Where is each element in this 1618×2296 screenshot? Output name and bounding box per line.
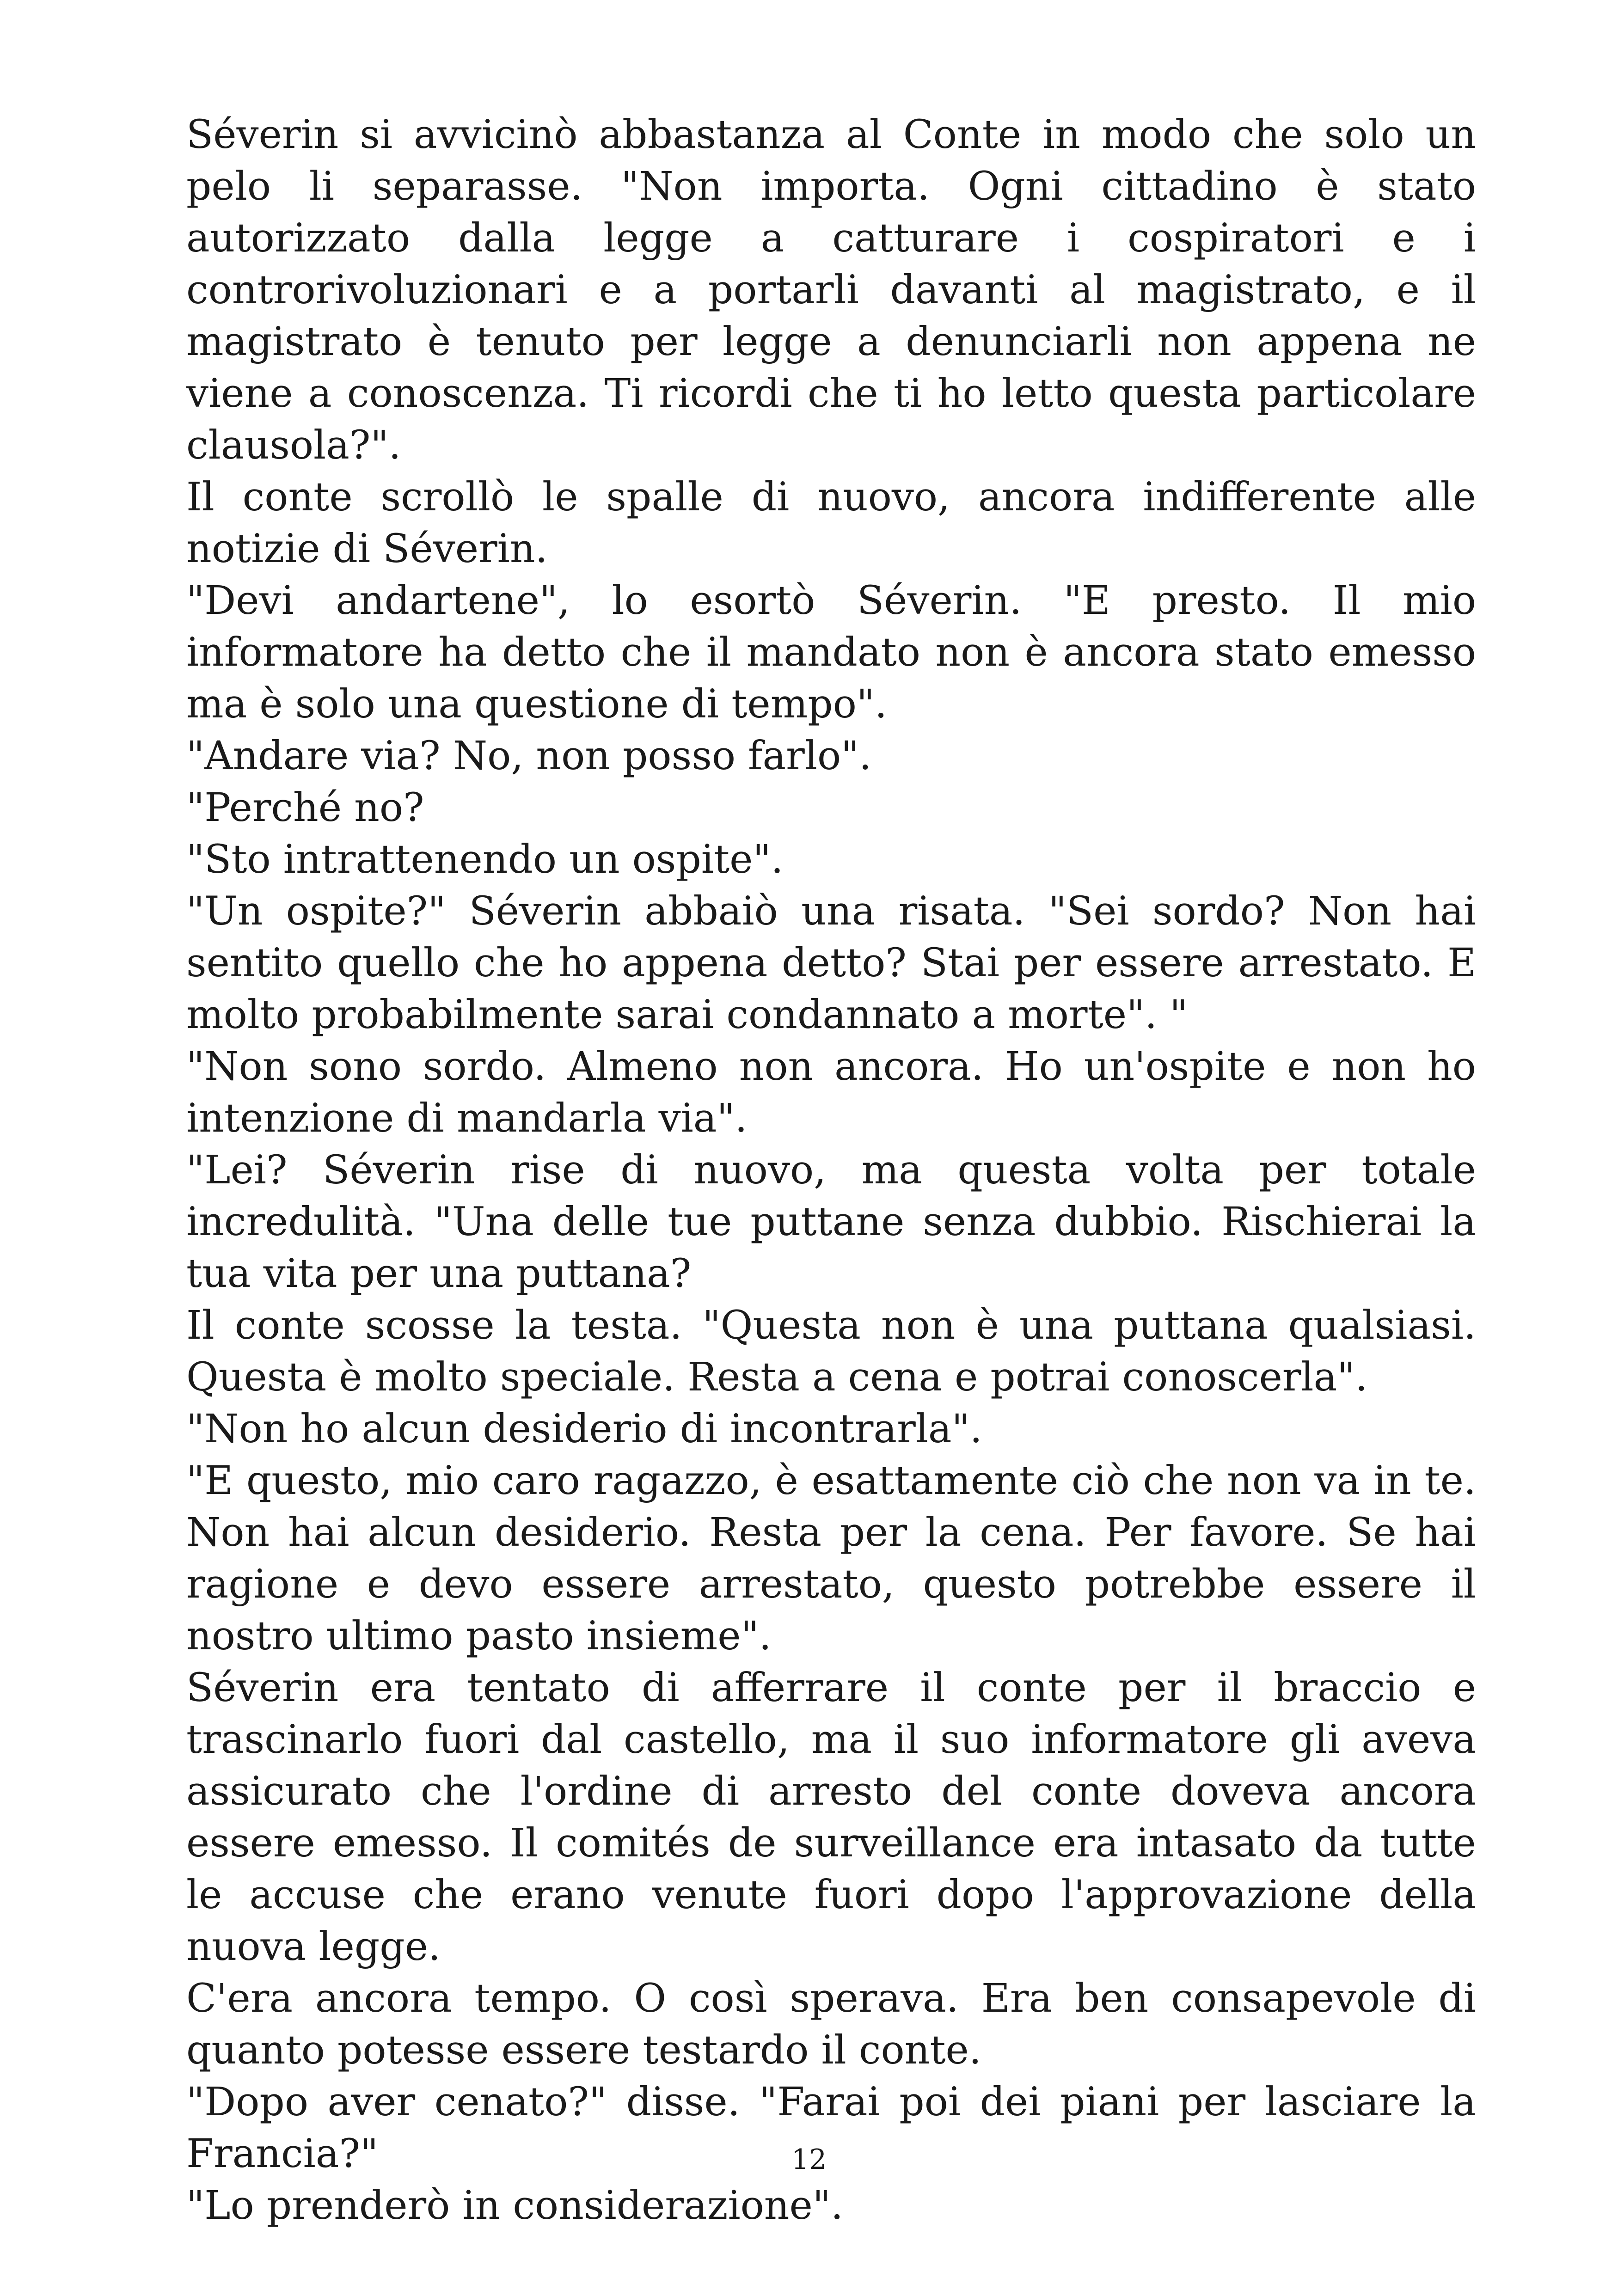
paragraph-10: Il conte scosse la testa. "Questa non è una puttana qualsiasi. Questa è molto speciale. Resta a cena e potrai conoscerla". [186, 1303, 1476, 1400]
paragraph-4: "Andare via? No, non posso farlo". [186, 733, 872, 779]
paragraph-13: Séverin era tentato di afferrare il conte per il braccio e trascinarlo fuori dal castello, ma il suo informatore gli aveva assicurato che l'ordine di arresto del conte doveva ancora essere emesso. Il comités de surveillance era intasato da tutte le accuse che erano venute fuori dopo l'approvazione della nuova legge. [186, 1665, 1476, 1970]
paragraph-15: "Dopo aver cenato?" disse. "Farai poi dei piani per lasciare la Francia?" [186, 2079, 1476, 2177]
paragraph-5: "Perché no? [186, 785, 424, 831]
paragraph-12: "E questo, mio caro ragazzo, è esattamente ciò che non va in te. Non hai alcun desiderio. Resta per la cena. Per favore. Se hai ragione e devo essere arrestato, questo potrebbe essere il nostro ultimo pasto insieme". [186, 1458, 1476, 1659]
paragraph-1: Séverin si avvicinò abbastanza al Conte in modo che solo un pelo li separasse. "Non importa. Ogni cittadino è stato autorizzato dalla legge a catturare i cospiratori e i controrivoluzionari e a portarli davanti al magistrato, e il magistrato è tenuto per legge a denunciarli non appena ne viene a conoscenza. Ti ricordi che ti ho letto questa particolare clausola?". [186, 112, 1476, 468]
paragraph-8: "Non sono sordo. Almeno non ancora. Ho un'ospite e non ho intenzione di mandarla via". [186, 1044, 1476, 1141]
paragraph-16: "Lo prenderò in considerazione". [186, 2183, 843, 2229]
paragraph-14: C'era ancora tempo. O così sperava. Era ben consapevole di quanto potesse essere testardo il conte. [186, 1976, 1476, 2073]
paragraph-7: "Un ospite?" Séverin abbaiò una risata. "Sei sordo? Non hai sentito quello che ho appena detto? Stai per essere arrestato. E molto probabilmente sarai condannato a morte". " [186, 888, 1476, 1038]
body-text [186, 109, 1476, 2232]
paragraph-3: "Devi andartene", lo esortò Séverin. "E presto. Il mio informatore ha detto che il mandato non è ancora stato emesso ma è solo una questione di tempo". [186, 578, 1476, 727]
paragraph-2: Il conte scrollò le spalle di nuovo, ancora indifferente alle notizie di Séverin. [186, 474, 1476, 572]
paragraph-9: "Lei? Séverin rise di nuovo, ma questa volta per totale incredulità. "Una delle tue puttane senza dubbio. Rischierai la tua vita per una puttana? [186, 1147, 1476, 1297]
paragraph-11: "Non ho alcun desiderio di incontrarla". [186, 1406, 982, 1452]
paragraph-6: "Sto intrattenendo un ospite". [186, 837, 784, 882]
page-number: 12 [791, 2143, 827, 2176]
